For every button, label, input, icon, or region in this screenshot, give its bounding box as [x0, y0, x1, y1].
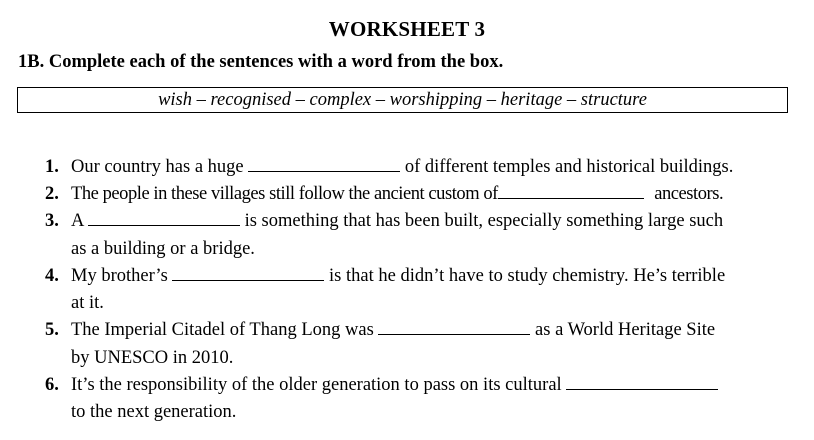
answer-blank[interactable] [566, 373, 718, 390]
question-number: 2. [45, 184, 59, 204]
question-3 [71, 209, 723, 233]
question-text-after: of different temples and historical buildings. [404, 157, 734, 177]
question-number: 5. [45, 320, 59, 340]
answer-blank[interactable] [378, 318, 530, 335]
question-text-after: as a World Heritage Site [535, 320, 716, 340]
answer-blank[interactable] [88, 209, 240, 226]
question-text-before: It’s the responsibility of the older generation to pass on its cultural [71, 375, 562, 395]
question-number: 3. [45, 211, 59, 231]
question-continuation: by UNESCO in 2010. [71, 348, 234, 368]
question-text-after: ancestors. [654, 184, 724, 204]
question-text-after: is something that has been built, especially something large such [244, 211, 724, 231]
question-1 [71, 155, 733, 179]
question-4 [71, 264, 725, 288]
answer-blank[interactable] [248, 155, 400, 172]
question-text-before: My brother’s [71, 266, 168, 286]
question-5 [71, 318, 715, 342]
answer-blank[interactable] [498, 182, 644, 199]
question-number: 1. [45, 157, 59, 177]
question-continuation: at it. [71, 293, 104, 313]
question-continuation: as a building or a bridge. [71, 239, 255, 259]
answer-blank[interactable] [172, 264, 324, 281]
question-number: 6. [45, 375, 59, 395]
question-continuation: to the next generation. [71, 402, 237, 422]
exercise-instruction: 1B. Complete each of the sentences with a word from the box. [18, 52, 504, 72]
question-text-before: The people in these villages still follow the ancient custom of [71, 184, 498, 204]
question-text-before: A [71, 211, 84, 231]
question-2 [71, 182, 723, 206]
word-box [17, 87, 788, 113]
worksheet-title: WORKSHEET 3 [328, 17, 486, 41]
question-text-before: The Imperial Citadel of Thang Long was [71, 320, 374, 340]
question-6 [71, 373, 718, 397]
word-box-text: wish – recognised – complex – worshipping – heritage – structure [158, 90, 647, 110]
question-text-after: is that he didn’t have to study chemistry. He’s terrible [329, 266, 726, 286]
question-number: 4. [45, 266, 59, 286]
question-text-before: Our country has a huge [71, 157, 244, 177]
